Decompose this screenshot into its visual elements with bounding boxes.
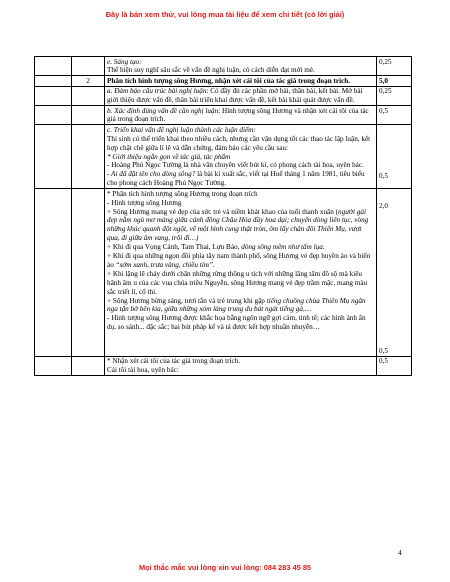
b-score: 0,5 [377,106,412,125]
river-p5-b: tiếng chuông chùa Thiên Mụ ngân nga tận bờ bên kia, giữa những xóm làng trung du bát ngát tiếng gà,… [107,296,366,314]
river-p1-a: + Sông Hương mang vẻ đẹp của sức trẻ và niềm khát khao của tuổi thanh xuân ( [107,207,339,216]
cell-empty [35,86,72,105]
cell-empty [72,86,105,105]
self-heading: * Nhận xét cái tôi của tác giả trong đoạn trích. [107,357,241,365]
cell-empty [35,189,72,356]
cell-empty [35,125,72,189]
river-sub: - Hình tượng sông Hương [107,198,182,207]
page-number: 4 [398,548,402,557]
cell-empty [72,356,105,375]
cell-empty [72,125,105,189]
river-p1-b: người gái đẹp nằm ngủ mơ màng giữa cánh đồng Châu Hóa đầy hoa dại; chuyển dòng liên tục, vòng những khúc quanh đột ngột, vẽ một hình cung thật tròn, ôm lấy chân đồi Thiên Mụ, vượt qua, đi giữa âm vang, trôi đi…) [107,207,369,243]
main-score: 5,0 [377,76,412,86]
cell-content [105,57,377,76]
a-score: 0,25 [377,86,412,105]
cell-content [105,106,377,125]
table-row-main [35,76,412,86]
river-p5-a: + Sông Hương bừng sáng, tươi tắn và trẻ trung khi gặp [107,296,267,305]
self-text: Cái tôi tài hoa, uyên bác: [107,365,179,374]
river-p2-b: dòng sông mềm như tấm lụa. [241,243,325,252]
b-text: : Hình tượng sông Hương và nhận xét cái tôi của tác giả trong đoạn trích. [107,106,369,124]
c-intro: Thí sinh có thể triển khai theo nhiều cách, nhưng cần vận dụng tốt các thao tác lập luận, kết hợp chặt chẽ giữa lí lẽ và dẫn chứng, đảm bảo các yêu cầu sau: [107,134,371,152]
table-row-creative [35,57,412,76]
top-banner: Đây là bản xem thử, vui lòng mua tài liệu để xem chi tiết (có lời giải) [105,10,345,19]
self-score: 0,5 [377,356,412,375]
cell-empty [35,356,72,375]
creative-label: e. Sáng tạo: [107,57,142,66]
cell-empty [72,57,105,76]
table-row-self [35,356,412,375]
c-work-label: - Ai đã đặt tên cho dòng sông? [107,170,196,179]
question-number: 2 [72,76,105,86]
grading-table [34,56,412,376]
river-heading: * Phân tích hình tượng sông Hương trong đoạn trích [107,189,258,198]
question-title: Phân tích hình tượng sông Hương, nhận xét cái tôi của tác giả trong đoạn trích. [105,76,377,86]
cell-content [105,189,377,356]
creative-score: 0,25 [377,57,412,76]
cell-empty [35,57,72,76]
c-score-cell [377,125,412,189]
river-score: 2,0 [379,201,388,210]
c-label: c. Triển khai vấn đề nghị luận thành các luận điểm: [107,125,256,134]
table-row-river [35,189,412,356]
c-work-text: là bài kí xuất sắc, viết tại Huế tháng 1 năm 1981, tiêu biểu cho phong cách Hoàng Phủ Ngọc Tường. [107,170,365,188]
c-subheading: * Giới thiệu ngắn gọn về tác giả, tác phẩm [107,152,231,161]
bottom-banner: Mọi thắc mắc vui lòng xin vui lòng: 084 283 45 85 [138,563,312,572]
table-row-b [35,106,412,125]
cell-content [105,356,377,375]
table-row-a [35,86,412,105]
cell-content [105,125,377,189]
river-p6: - Hình tượng sông Hương được khắc họa bằng ngôn ngữ gợi cảm, tinh tế; các hình ảnh ẩn dụ, so sánh... đặc sắc; hai bút pháp kể và tả được kết hợp nhuần nhuyễn… [107,314,366,332]
cell-empty [72,106,105,125]
a-label: a. Đảm bảo cấu trúc bài nghị luận [107,87,207,96]
c-score: 0,5 [379,171,388,180]
b-label: b. Xác định đúng vấn đề cần nghị luận [107,106,219,115]
river-p3-b: “sớm xanh, trưa vàng, chiều tím”. [115,260,215,269]
creative-text: Thể hiện suy nghĩ sâu sắc về vấn đề nghị luận, có cách diễn đạt mới mẻ. [107,66,315,75]
table-row-c [35,125,412,189]
c-author: - Hoàng Phủ Ngọc Tường là nhà văn chuyên viết bút kí, có phong cách tài hoa, uyên bác. [107,161,364,170]
cell-empty [72,189,105,356]
cell-empty [35,106,72,125]
river-p4: + Khi lặng lẽ chảy dưới chân những rừng thông u tịch với những lăng tẩm đồ sộ mà kiêu hãnh âm u của các vua chúa triều Nguyễn, sông Hương mang vẻ đẹp trầm mặc, mang màu sắc triết lí, cổ thi. [107,269,368,296]
cell-empty [35,76,72,86]
a-text: : Có đầy đủ các phần mở bài, thân bài, kết bài. Mở bài giới thiệu được vấn đề, thân bài triển khai được vấn đề, kết bài khái quát được vấn đề. [107,87,363,105]
river-score-cell [377,189,412,356]
cell-content [105,86,377,105]
river-p2-a: + Khi đi qua Vọng Cảnh, Tam Thai, Lựu Bảo, [107,243,242,252]
river-score-2: 0,5 [379,346,388,355]
river-p3-a: + Khi đi qua những ngọn đồi phía tây nam thành phố, sông Hương vẻ đẹp huyền ảo và biến ảo [107,252,371,269]
